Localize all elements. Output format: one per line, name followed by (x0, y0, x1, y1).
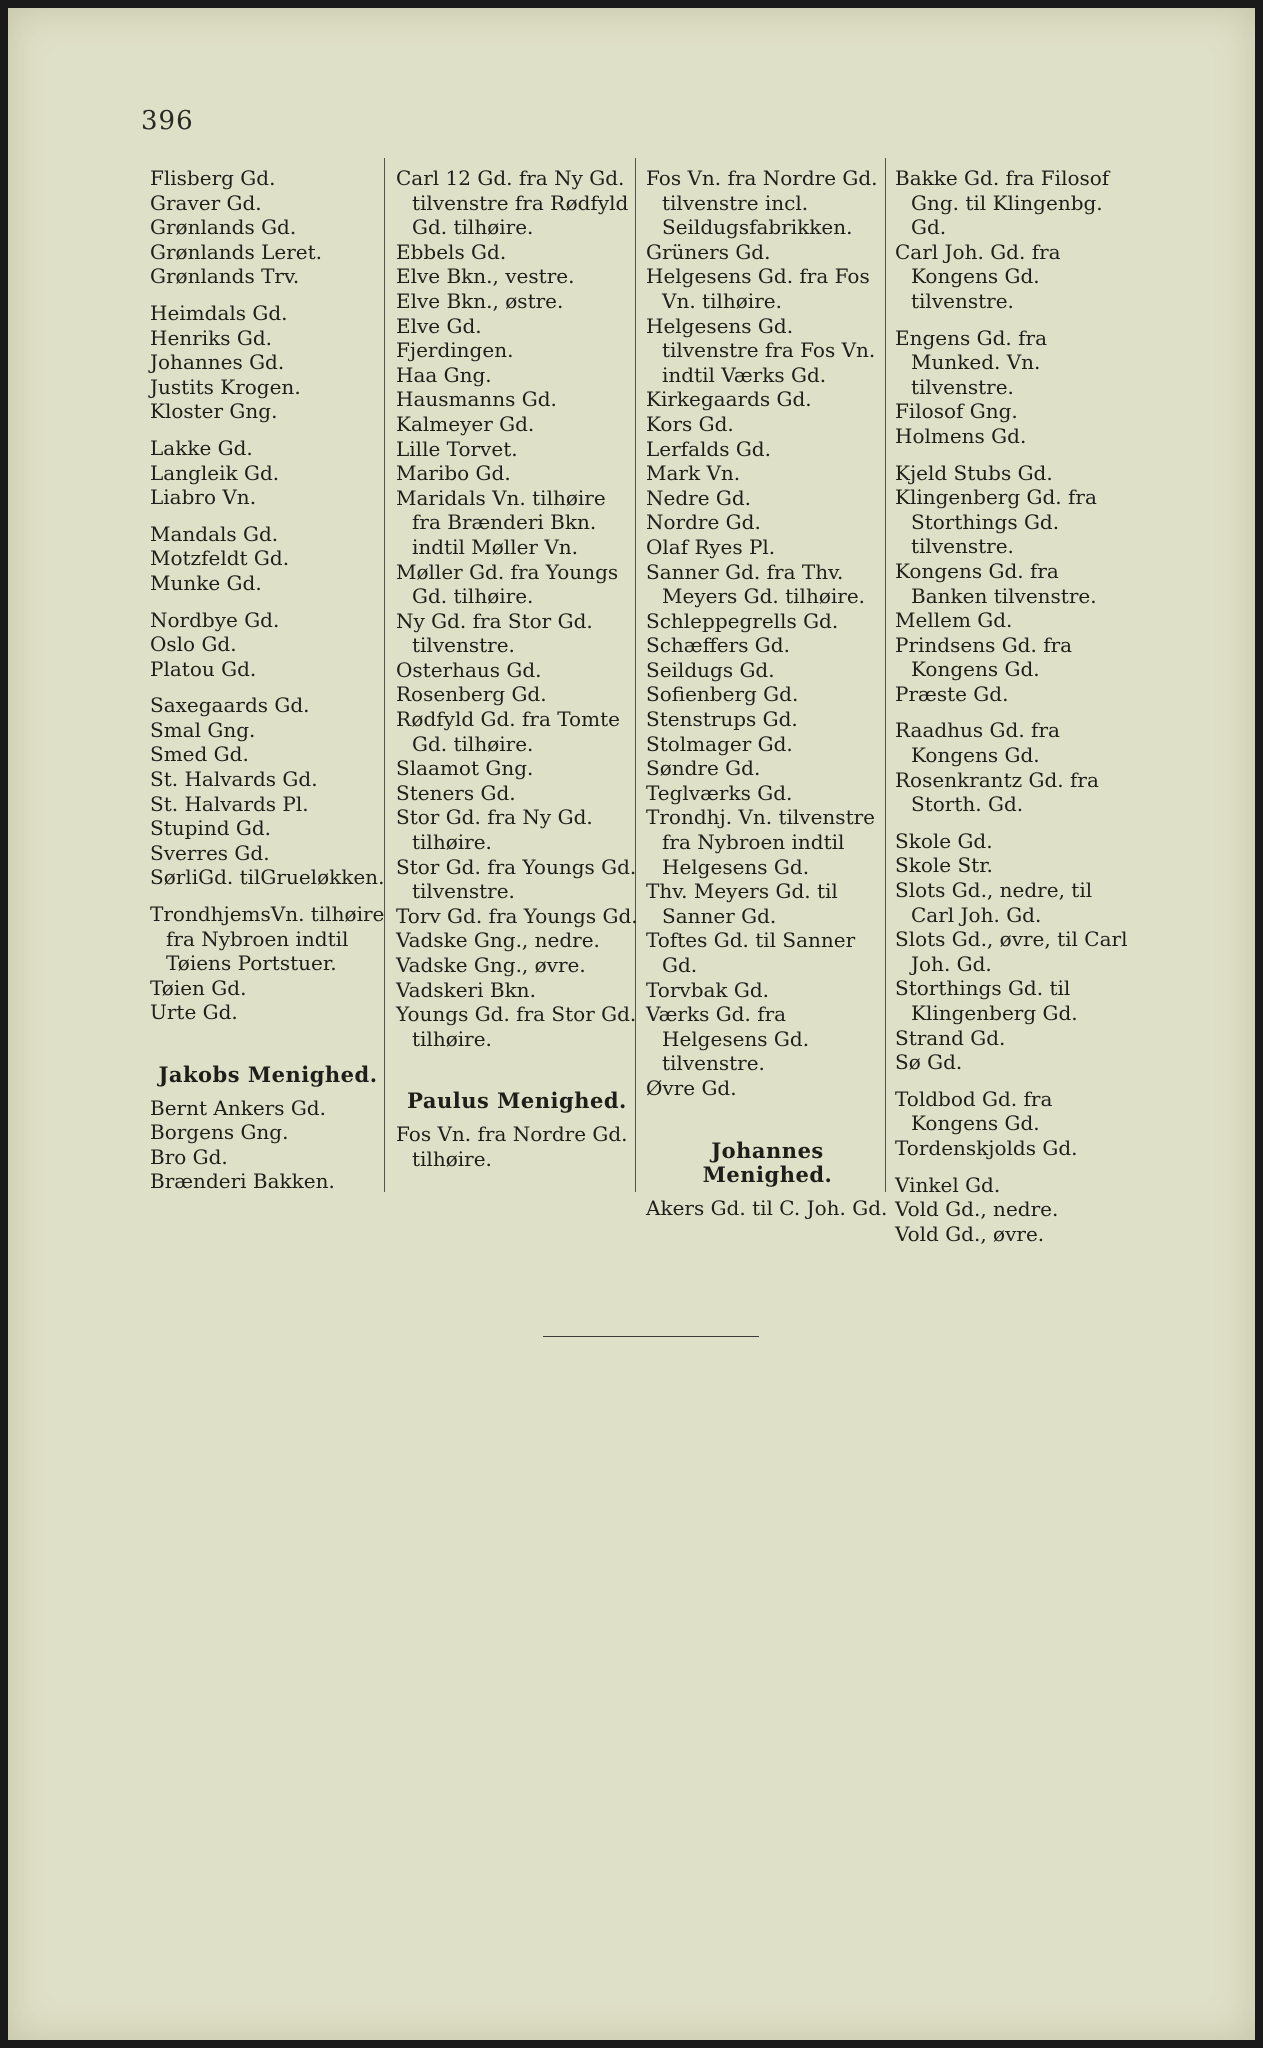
section-spacer (150, 1025, 386, 1063)
street-entry: Grønlands Leret. (150, 239, 322, 264)
street-entry: Maribo Gd. (396, 461, 511, 486)
street-entry: Heimdals Gd. (150, 300, 288, 325)
street-entry: Fjerdingen. (396, 338, 514, 363)
street-entry: Kors Gd. (646, 411, 734, 436)
street-entry: SørliGd. tilGrueløkken. (150, 865, 385, 890)
street-entry: Slaamot Gng. (396, 756, 534, 781)
street-entry: Oslo Gd. (150, 632, 237, 657)
street-entry: Værks Gd. fra Helgesens Gd. tilvenstre. (646, 1002, 810, 1076)
street-entry: Maridals Vn. tilhøire fra Brænderi Bkn. indtil Møller Vn. (396, 485, 606, 559)
street-entry: Youngs Gd. fra Stor Gd. tilhøire. (396, 1002, 637, 1051)
street-entry: Schleppegrells Gd. (646, 608, 839, 633)
street-entry: Nedre Gd. (646, 485, 752, 510)
street-entry: Møller Gd. fra Youngs Gd. tilhøire. (396, 559, 619, 609)
street-entry: Storthings Gd. til Klingenberg Gd. (895, 976, 1078, 1025)
street-entry: Graver Gd. (150, 190, 262, 215)
street-entry: Haa Gng. (396, 362, 492, 387)
street-entry: Kloster Gng. (150, 399, 278, 424)
street-entry: Mandals Gd. (150, 521, 279, 546)
street-entry: Kalmeyer Gd. (396, 411, 535, 436)
street-entry: Holmens Gd. (895, 423, 1027, 448)
street-entry: Stor Gd. fra Ny Gd. tilhøire. (396, 805, 593, 855)
street-entry: Vadskeri Bkn. (396, 977, 536, 1002)
page (8, 8, 1255, 2040)
street-entry: Bernt Ankers Gd. (150, 1095, 326, 1120)
column-3 (646, 166, 889, 1220)
street-entry: Kirkegaards Gd. (646, 387, 812, 412)
street-entry: Vold Gd., nedre. (895, 1197, 1059, 1222)
street-entry: Mellem Gd. (895, 608, 1013, 633)
street-entry: Fos Vn. fra Nordre Gd. tilvenstre incl. Seildugsfabrikken. (646, 166, 878, 240)
column-4 (895, 166, 1135, 1246)
group-spacer (895, 1075, 1135, 1087)
group-spacer (895, 706, 1135, 718)
street-entry: Olaf Ryes Pl. (646, 534, 776, 559)
street-entry: Sofienberg Gd. (646, 682, 799, 707)
street-entry: Ny Gd. fra Stor Gd. tilvenstre. (396, 608, 593, 658)
page-number: 396 (141, 106, 194, 136)
street-entry: Grüners Gd. (646, 239, 771, 264)
street-entry: Brænderi Bakken. (150, 1169, 335, 1194)
street-entry: Nordre Gd. (646, 510, 761, 535)
street-entry: Osterhaus Gd. (396, 657, 542, 682)
street-entry: Trondhj. Vn. tilvenstre fra Nybroen indtil Helgesens Gd. (646, 805, 876, 879)
street-entry: Vold Gd., øvre. (895, 1221, 1045, 1246)
street-entry: Johannes Gd. (150, 350, 285, 375)
street-entry: Nordbye Gd. (150, 607, 280, 632)
street-entry: Liabro Vn. (150, 485, 257, 510)
street-entry: Elve Bkn., østre. (396, 288, 564, 313)
street-entry: Motzfeldt Gd. (150, 546, 290, 571)
street-entry: Filosof Gng. (895, 399, 1018, 424)
street-entry: Carl 12 Gd. fra Ny Gd. tilvenstre fra Rødfyld Gd. tilhøire. (396, 166, 629, 240)
street-entry: Præste Gd. (895, 681, 1009, 706)
street-entry: Grønlands Gd. (150, 215, 297, 240)
street-entry: Justits Krogen. (150, 374, 301, 399)
column-1 (150, 166, 386, 1194)
street-entry: Rødfyld Gd. fra Tomte Gd. tilhøire. (396, 707, 620, 756)
street-entry: Kongens Gd. fra Banken tilvenstre. (895, 558, 1097, 608)
group-spacer (150, 510, 386, 522)
column-2 (396, 166, 638, 1171)
street-entry: Fos Vn. fra Nordre Gd. tilhøire. (396, 1121, 628, 1171)
street-entry: Seildugs Gd. (646, 657, 775, 682)
street-entry: Akers Gd. til C. Joh. Gd. (646, 1195, 888, 1220)
street-entry: Klingenberg Gd. fra Storthings Gd. tilvenstre. (895, 485, 1097, 559)
street-entry: Saxegaards Gd. (150, 693, 310, 718)
street-entry: Tordenskjolds Gd. (895, 1135, 1078, 1160)
street-entry: Vadske Gng., øvre. (396, 953, 586, 977)
street-entry: Stor Gd. fra Youngs Gd. tilvenstre. (396, 854, 637, 904)
end-rule (543, 1336, 759, 1337)
section-spacer (396, 1051, 638, 1089)
street-entry: St. Halvards Gd. (150, 767, 318, 792)
parish-heading: Paulus Menighed. (407, 1088, 627, 1114)
street-entry: Øvre Gd. (646, 1075, 737, 1100)
street-entry: Lille Torvet. (396, 436, 518, 461)
street-entry: Bro Gd. (150, 1144, 228, 1169)
street-entry: Flisberg Gd. (150, 166, 276, 190)
street-entry: Ebbels Gd. (396, 239, 507, 264)
street-entry: Raadhus Gd. fra Kongens Gd. (895, 718, 1060, 768)
street-entry: Sanner Gd. fra Thv. Meyers Gd. tilhøire. (646, 559, 866, 609)
street-entry: Vadske Gng., nedre. (396, 928, 600, 953)
street-entry: Stenstrups Gd. (646, 707, 798, 732)
street-entry: Henriks Gd. (150, 325, 272, 350)
street-entry: Strand Gd. (895, 1025, 1006, 1050)
street-entry: Sø Gd. (895, 1050, 963, 1075)
street-entry: Toldbod Gd. fra Kongens Gd. (895, 1086, 1053, 1136)
street-entry: Slots Gd., nedre, til Carl Joh. Gd. (895, 878, 1093, 927)
street-entry: Toftes Gd. til Sanner Gd. (646, 928, 856, 977)
street-entry: Thv. Meyers Gd. til Sanner Gd. (646, 879, 838, 928)
street-entry: Stolmager Gd. (646, 731, 793, 756)
street-entry: Lakke Gd. (150, 435, 253, 460)
group-spacer (150, 424, 386, 436)
group-spacer (150, 596, 386, 608)
street-entry: Urte Gd. (150, 1000, 238, 1025)
street-entry: Sverres Gd. (150, 840, 270, 865)
street-entry: Helgesens Gd. fra Fos Vn. tilhøire. (646, 264, 870, 313)
group-spacer (895, 449, 1135, 461)
street-entry: Skole Str. (895, 853, 993, 878)
street-entry: TrondhjemsVn. tilhøire fra Nybroen indtil Tøiens Portstuer. (150, 902, 385, 976)
street-entry: Skole Gd. (895, 828, 993, 853)
parish-heading: Jakobs Menighed. (158, 1062, 378, 1087)
street-entry: Rosenkrantz Gd. fra Storth. Gd. (895, 767, 1099, 817)
street-entry: Schæffers Gd. (646, 633, 790, 658)
street-entry: Elve Gd. (396, 313, 482, 338)
street-entry: Smal Gng. (150, 717, 256, 742)
street-entry: Munke Gd. (150, 570, 262, 595)
group-spacer (150, 681, 386, 693)
group-spacer (150, 289, 386, 301)
street-entry: Platou Gd. (150, 656, 257, 681)
street-entry: Tøien Gd. (150, 975, 247, 1000)
street-entry: Torv Gd. fra Youngs Gd. (396, 903, 638, 928)
street-entry: Carl Joh. Gd. fra Kongens Gd. tilvenstre. (895, 239, 1061, 313)
street-entry: Stupind Gd. (150, 816, 271, 841)
street-entry: St. Halvards Pl. (150, 791, 309, 816)
street-entry: Elve Bkn., vestre. (396, 264, 575, 289)
street-entry: Helgesens Gd. tilvenstre fra Fos Vn. indtil Værks Gd. (646, 313, 876, 387)
street-entry: Teglværks Gd. (646, 780, 793, 805)
street-entry: Engens Gd. fra Munked. Vn. tilvenstre. (895, 325, 1048, 399)
street-entry: Vinkel Gd. (895, 1172, 1001, 1197)
street-entry: Langleik Gd. (150, 460, 280, 485)
street-entry: Bakke Gd. fra Filosof Gng. til Klingenbg. Gd. (895, 166, 1110, 240)
street-entry: Steners Gd. (396, 780, 516, 805)
street-entry: Grønlands Trv. (150, 264, 300, 289)
street-entry: Kjeld Stubs Gd. (895, 460, 1053, 485)
street-entry: Borgens Gng. (150, 1120, 289, 1145)
group-spacer (895, 817, 1135, 829)
parish-heading: Johannes Menighed. (702, 1137, 833, 1188)
group-spacer (150, 890, 386, 902)
group-spacer (895, 1161, 1135, 1173)
street-entry: Rosenberg Gd. (396, 682, 547, 707)
street-entry: Slots Gd., øvre, til Carl Joh. Gd. (895, 927, 1128, 976)
street-entry: Lerfalds Gd. (646, 436, 771, 461)
street-entry: Søndre Gd. (646, 756, 761, 781)
street-entry: Torvbak Gd. (646, 977, 770, 1002)
section-spacer (646, 1101, 889, 1139)
street-entry: Hausmanns Gd. (396, 387, 557, 412)
group-spacer (895, 314, 1135, 326)
street-entry: Smed Gd. (150, 742, 249, 767)
street-entry: Mark Vn. (646, 461, 741, 486)
street-entry: Prindsens Gd. fra Kongens Gd. (895, 632, 1073, 682)
